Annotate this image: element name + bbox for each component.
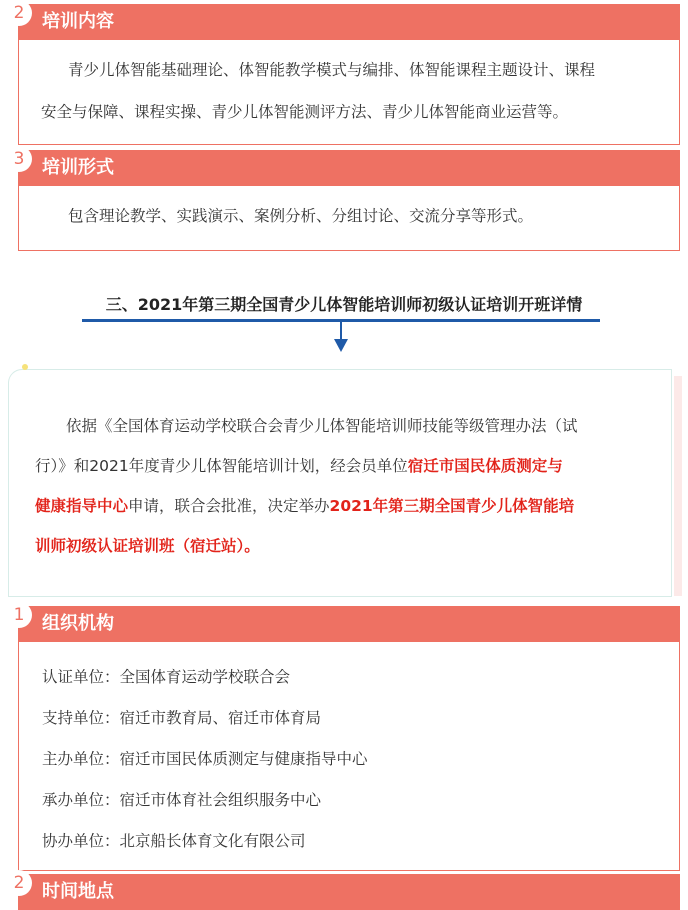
content-box bbox=[18, 40, 680, 145]
org-label: 承办单位： bbox=[42, 791, 120, 809]
intro-text: 申请，联合会批准，决定举办 bbox=[128, 497, 330, 515]
format-text: 包含理论教学、实践演示、案例分析、分组讨论、交流分享等形式。 bbox=[68, 207, 534, 225]
intro-line-1: 依据《全国体育运动学校联合会青少儿体智能培训师技能等级管理办法（试 bbox=[66, 417, 578, 435]
section-title: 时间地点 bbox=[42, 881, 114, 902]
decor-dot bbox=[22, 364, 28, 370]
section-number: 2 bbox=[6, 0, 32, 26]
org-row bbox=[42, 747, 368, 769]
down-arrow-icon bbox=[334, 339, 348, 352]
org-label: 支持单位： bbox=[42, 709, 120, 727]
content-line-2: 安全与保障、课程实操、青少儿体智能测评方法、青少儿体智能商业运营等。 bbox=[41, 103, 569, 121]
section-header-org bbox=[13, 605, 680, 642]
section-title: 培训形式 bbox=[42, 157, 114, 178]
intro-card bbox=[8, 369, 672, 597]
intro-text: 行）》和2021年度青少儿体智能培训计划，经会员单位 bbox=[35, 457, 408, 475]
content-line-1: 青少儿体智能基础理论、体智能教学模式与编排、体智能课程主题设计、课程 bbox=[68, 61, 596, 79]
highlight-course: 2021年第三期全国青少儿体智能培 bbox=[329, 497, 575, 515]
section-title: 组织机构 bbox=[42, 613, 114, 634]
section-title: 培训内容 bbox=[42, 11, 114, 32]
org-value: 北京船长体育文化有限公司 bbox=[119, 832, 306, 850]
section-number: 2 bbox=[6, 870, 32, 896]
org-label: 认证单位： bbox=[42, 668, 120, 686]
highlight-course-cont: 训师初级认证培训班（宿迁站）。 bbox=[35, 537, 260, 555]
org-row bbox=[42, 706, 321, 728]
section-number: 1 bbox=[6, 602, 32, 628]
card-shadow bbox=[674, 376, 682, 596]
org-value: 宿迁市教育局、宿迁市体育局 bbox=[119, 709, 322, 727]
section-header-time bbox=[13, 873, 680, 910]
highlight-org-cont: 健康指导中心 bbox=[35, 497, 129, 515]
org-label: 主办单位： bbox=[42, 750, 120, 768]
org-row bbox=[42, 788, 321, 810]
part3-title: 三、2021年第三期全国青少儿体智能培训师初级认证培训开班详情 bbox=[105, 295, 583, 314]
org-value: 宿迁市体育社会组织服务中心 bbox=[119, 791, 322, 809]
format-box bbox=[18, 186, 680, 251]
section-number: 3 bbox=[6, 146, 32, 172]
org-row bbox=[42, 665, 290, 687]
org-value: 宿迁市国民体质测定与健康指导中心 bbox=[119, 750, 368, 768]
section-header-content bbox=[13, 3, 680, 40]
org-value: 全国体育运动学校联合会 bbox=[119, 668, 291, 686]
intro-line-2 bbox=[35, 454, 661, 476]
intro-line-3 bbox=[35, 494, 665, 516]
org-label: 协办单位： bbox=[42, 832, 120, 850]
section-header-format bbox=[13, 149, 680, 186]
org-row bbox=[42, 829, 306, 851]
highlight-org: 宿迁市国民体质测定与 bbox=[407, 457, 563, 475]
intro-line-4 bbox=[35, 534, 653, 556]
